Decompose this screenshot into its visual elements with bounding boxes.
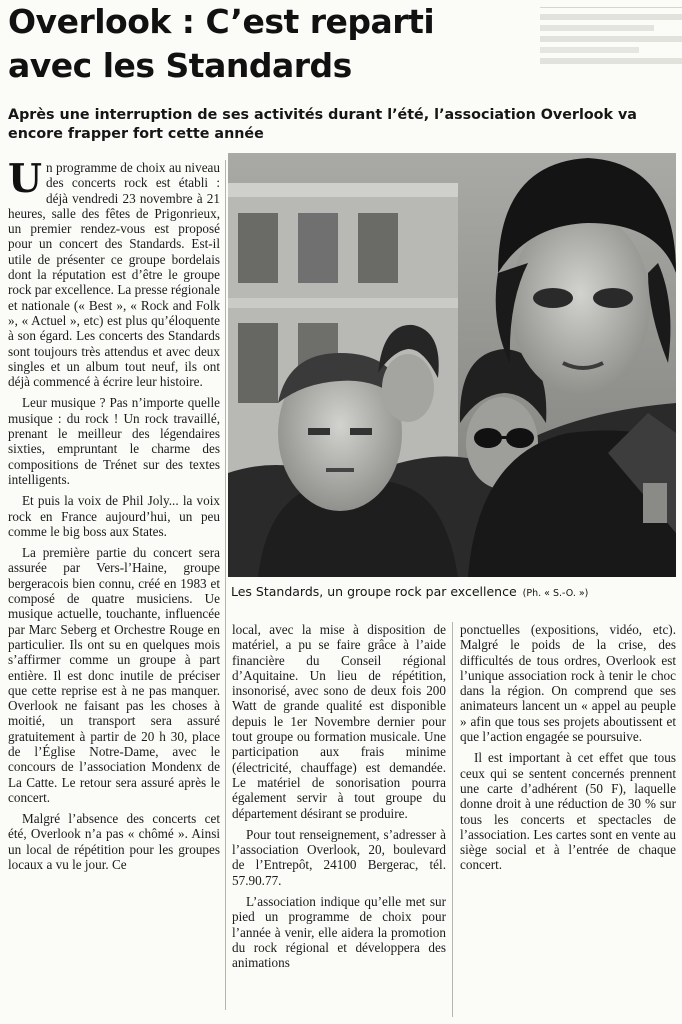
- paragraph: Et puis la voix de Phil Joly... la voix rock en France aujourd’hui, un peu comme le big boss aux States.: [8, 493, 220, 539]
- band-photo-image: [228, 153, 676, 577]
- headline-line-2: avec les Standards: [8, 46, 352, 85]
- paragraph: [8, 156, 220, 390]
- article-column-1: [8, 156, 220, 878]
- article-column-3: [460, 622, 676, 879]
- column-divider: [225, 160, 226, 1010]
- drop-cap: U: [8, 156, 43, 202]
- column-divider: [452, 622, 453, 1017]
- paragraph: La première partie du concert sera assurée par Vers-l’Haine, groupe bergeracois bien connu, créé en 1983 et composé de quatre musiciens. Ue musique actuelle, touchante, influencée par Marc Seberg et Orchestre Rouge en particulier. Ils ont su en quelques mois s’affirmer comme un groupe à part entière. Il est donc inutile de préciser que cette reprise est à ne pas manquer. Overlook ne faisant pas les choses à moitié, un transport sera assuré gratuitement à partir de 20 h 30, place de l’Église Notre-Dame, avec le concours de l’association Mondenx de La Catte. Le retour sera assuré après le concert.: [8, 545, 220, 805]
- caption-text: Les Standards, un groupe rock par excellence: [231, 584, 517, 599]
- photo-credit: (Ph. « S.-O. »): [522, 588, 589, 599]
- article-column-2: [232, 622, 446, 977]
- photo-caption: [231, 583, 676, 603]
- paragraph-text: n programme de choix au niveau des concerts rock est établi : déjà vendredi 23 novembre à 21 heures, salle des fêtes de Prigonrieux, un premier rendez-vous est proposé pour un concert des Standards. Est-il utile de présenter ce groupe bordelais dont la réputation est d’être le groupe rock par excellence. La presse régionale et nationale (« Best », « Rock and Folk », « Actuel », etc) est plus qu’éloquente à son égard. Les concerts des Standards sont toujours très attendus et avec deux singles et un album tout neuf, ils ont déjà commencé à écrire leur histoire.: [8, 160, 220, 390]
- headline-line-1: Overlook : C’est reparti: [8, 2, 435, 41]
- paragraph: L’association indique qu’elle met sur pied un programme de choix pour l’année à venir, elle aidera la promotion du rock régional et développera des animations: [232, 894, 446, 971]
- paragraph: local, avec la mise à disposition de matériel, a pu se faire grâce à l’aide financière du Conseil régional d’Aquitaine. Un lieu de répétition, insonorisé, avec sono de deux fois 200 Watt de grande qualité est disponible depuis le 1er Novembre dernier pour tout groupe ou formation musicale. Une participation aux frais minime (électricité, chauffage) est demandée. Le matériel de sonorisation pourra également servir à tout groupe du département désirant se produire.: [232, 622, 446, 821]
- paragraph: Malgré l’absence des concerts cet été, Overlook n’a pas « chômé ». Ainsi un local de répétition pour les groupes locaux a vu le jour. Ce: [8, 811, 220, 873]
- article-subtitle: Après une interruption de ses activités durant l’été, l’association Overlook va encore frapper fort cette année: [8, 107, 637, 142]
- adjacent-column-bleed: [540, 0, 682, 100]
- paragraph: Il est important à cet effet que tous ceux qui se sentent concernés prennent une carte d’adhérent (50 F), laquelle donne droit à une réduction de 30 % sur tous les concerts et spectacles de l’association. Les cartes sont en vente au siège social et à l’entrée de chaque concert.: [460, 750, 676, 873]
- article-headline: [8, 0, 528, 88]
- paragraph: Pour tout renseignement, s’adresser à l’association Overlook, 20, boulevard de l’Entrepôt, 24100 Bergerac, tél. 57.90.77.: [232, 826, 446, 888]
- paragraph: Leur musique ? Pas n’importe quelle musique : du rock ! Un rock travaillé, prenant le meilleur des légendaires sixties, empruntant le charme des compositions de Trénet sur des textes intelligents.: [8, 395, 220, 487]
- band-photo: [228, 153, 676, 577]
- paragraph: ponctuelles (expositions, vidéo, etc). Malgré le poids de la crise, des difficultés de tous ordres, Overlook est l’unique association rock à tenir le choc dans la région. On comprend que ses animateurs lancent un « appel au peuple » afin que tous ses projets aboutissent et que l’action engagée se poursuive.: [460, 622, 676, 745]
